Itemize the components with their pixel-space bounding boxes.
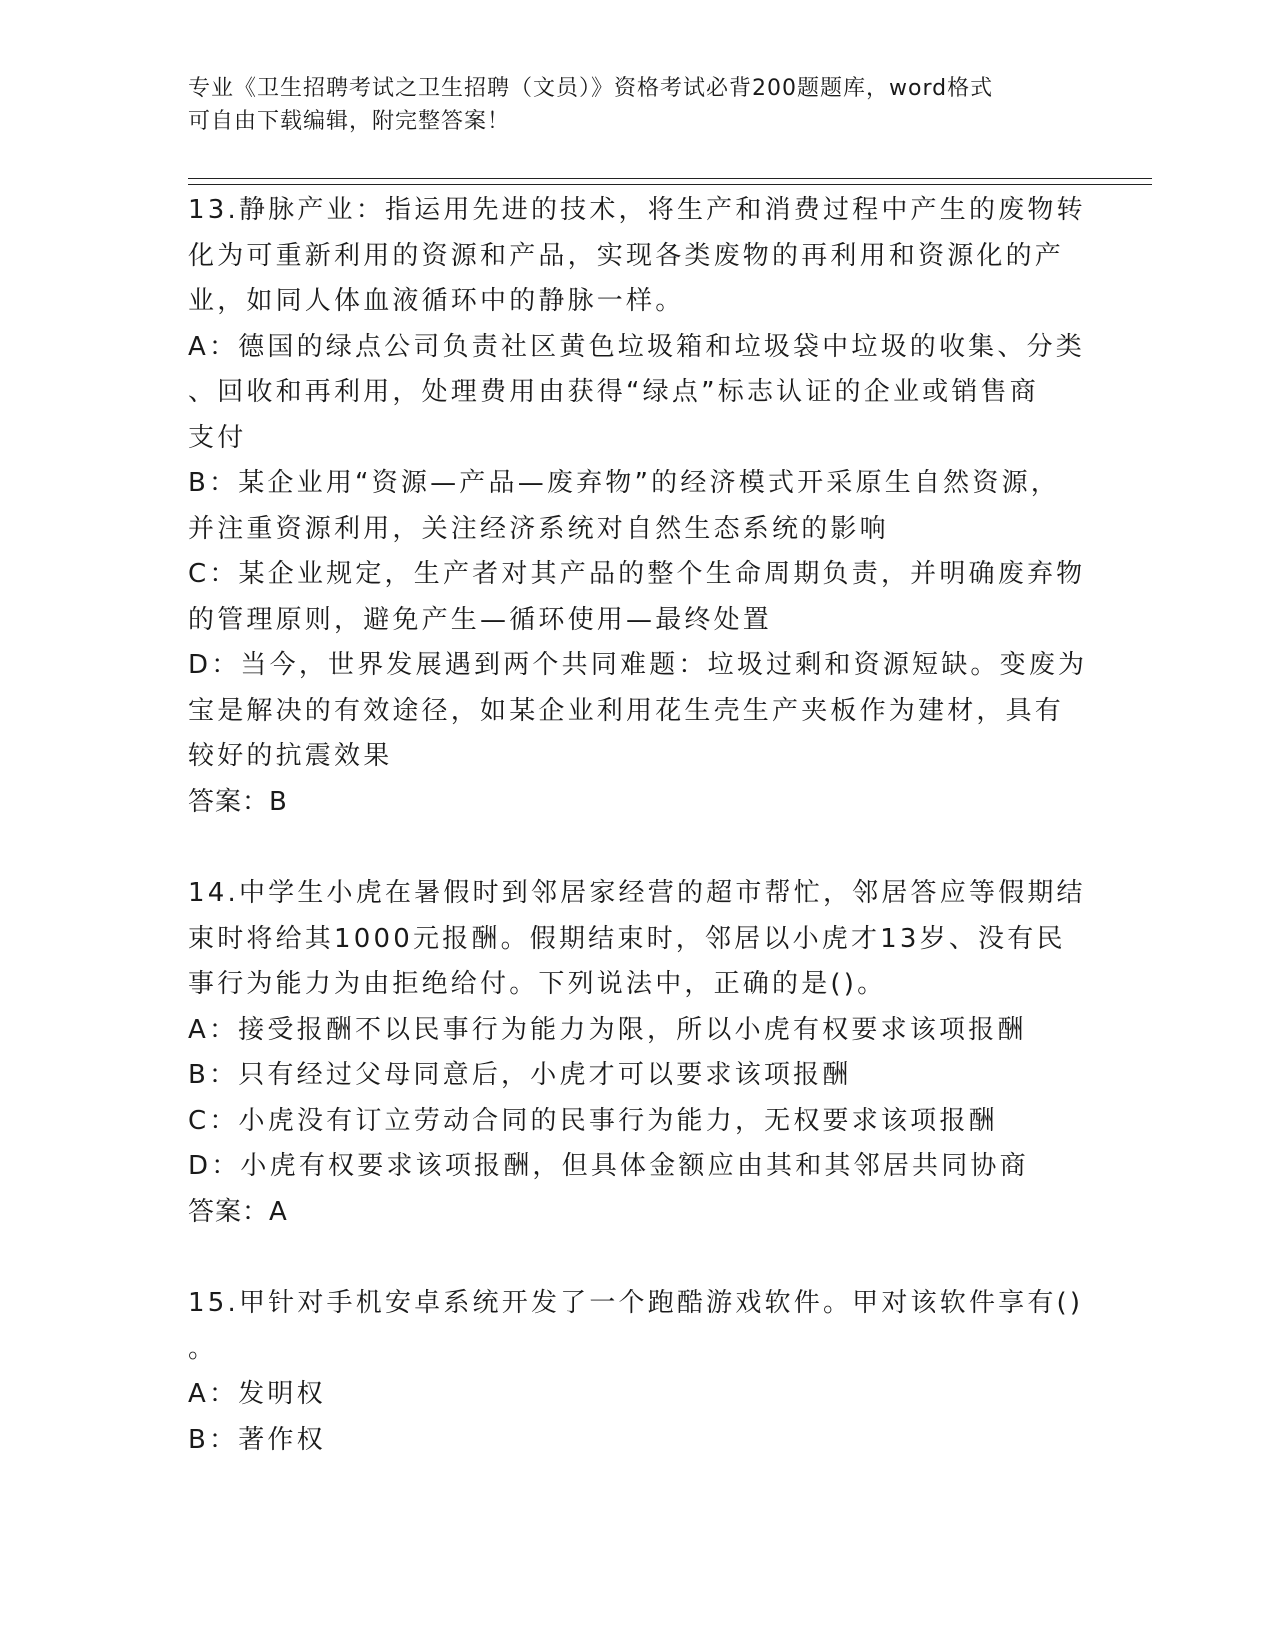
question-stem-line: 13.静脉产业：指运用先进的技术，将生产和消费过程中产生的废物转 <box>188 195 1086 225</box>
option-c-line: C：某企业规定，生产者对其产品的整个生命周期负责，并明确废弃物 <box>188 559 1086 589</box>
question-spacer <box>188 1235 1088 1281</box>
option-b-line: B：只有经过父母同意后，小虎才可以要求该项报酬 <box>188 1060 852 1090</box>
option-d-line: D：小虎有权要求该项报酬，但具体金额应由其和其邻居共同协商 <box>188 1151 1029 1181</box>
answer-label: 答案：B <box>188 786 288 817</box>
answer-label: 答案：A <box>188 1196 288 1227</box>
header-divider-bottom <box>188 184 1152 185</box>
question-stem-line: 束时将给其1000元报酬。假期结束时，邻居以小虎才13岁、没有民 <box>188 923 1066 954</box>
question-13 <box>188 188 1088 825</box>
option-a-line: 支付 <box>188 422 247 453</box>
option-c-line: C：小虎没有订立劳动合同的民事行为能力，无权要求该项报酬 <box>188 1105 998 1136</box>
question-stem-line: 事行为能力为由拒绝给付。下列说法中，正确的是()。 <box>188 969 887 999</box>
header-divider-top <box>188 178 1152 179</box>
question-14 <box>188 871 1088 1235</box>
option-d-line: 宝是解决的有效途径，如某企业利用花生壳生产夹板作为建材，具有 <box>188 695 1065 726</box>
option-a-line: A：接受报酬不以民事行为能力为限，所以小虎有权要求该项报酬 <box>188 1014 1027 1045</box>
option-a-line: A：德国的绿点公司负责社区黄色垃圾箱和垃圾袋中垃圾的收集、分类 <box>188 331 1085 362</box>
question-stem-line: 化为可重新利用的资源和产品，实现各类废物的再利用和资源化的产 <box>188 240 1065 271</box>
header-line-1: 专业《卫生招聘考试之卫生招聘（文员）》资格考试必背200题题库，word格式 <box>188 76 994 101</box>
option-d-line: D：当今，世界发展遇到两个共同难题：垃圾过剩和资源短缺。变废为 <box>188 650 1088 680</box>
question-stem-line: 。 <box>188 1333 218 1364</box>
option-b-line: 并注重资源利用，关注经济系统对自然生态系统的影响 <box>188 513 889 544</box>
header-line-2: 可自由下载编辑，附完整答案！ <box>188 109 511 134</box>
question-stem-line: 15.甲针对手机安卓系统开发了一个跑酷游戏软件。甲对该软件享有() <box>188 1288 1084 1318</box>
option-c-line: 的管理原则，避免产生—循环使用—最终处置 <box>188 604 773 635</box>
question-list <box>188 188 1088 1463</box>
option-a-line: A：发明权 <box>188 1379 326 1409</box>
question-stem-line: 14.中学生小虎在暑假时到邻居家经营的超市帮忙，邻居答应等假期结 <box>188 878 1086 908</box>
option-a-line: 、回收和再利用，处理费用由获得“绿点”标志认证的企业或销售商 <box>188 377 1039 407</box>
option-b-line: B：著作权 <box>188 1424 326 1455</box>
option-d-line: 较好的抗震效果 <box>188 741 393 771</box>
document-header <box>188 72 1088 138</box>
question-spacer <box>188 825 1088 871</box>
question-15 <box>188 1281 1088 1463</box>
question-stem-line: 业，如同人体血液循环中的静脉一样。 <box>188 286 685 316</box>
option-b-line: B：某企业用“资源—产品—废弃物”的经济模式开采原生自然资源， <box>188 468 1060 498</box>
